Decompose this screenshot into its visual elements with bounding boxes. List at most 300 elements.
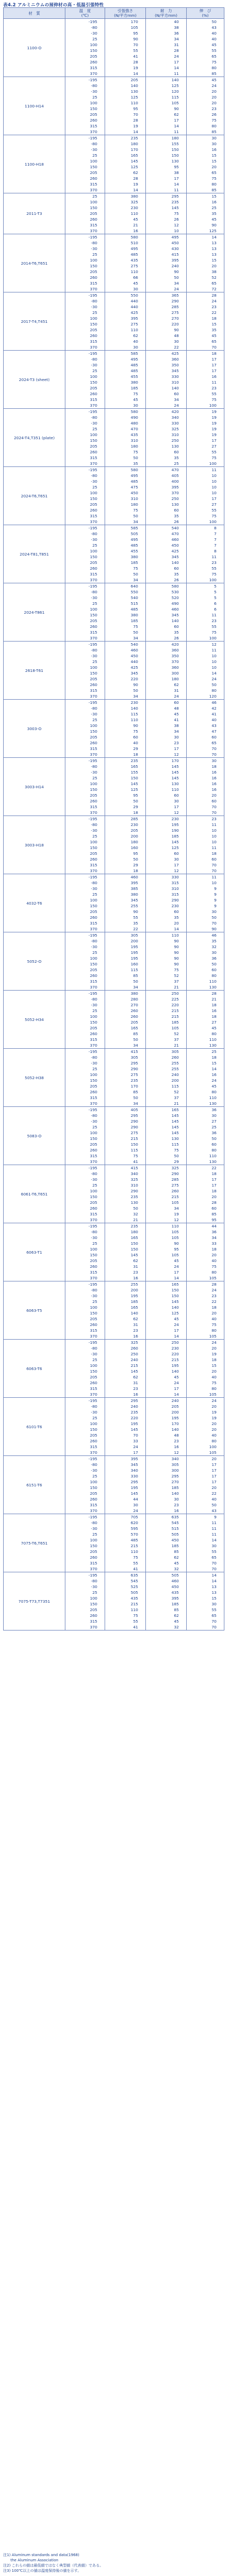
elongation-cell: 70 (187, 1560, 224, 1566)
yield-strength-cell: 90 (146, 1241, 187, 1246)
elongation-cell: 30 (187, 135, 224, 142)
tensile-strength-cell: 295 (105, 1060, 146, 1066)
tensile-strength-cell: 280 (105, 996, 146, 1002)
elongation-cell: 20 (187, 1345, 224, 1351)
elongation-cell: 27 (187, 1019, 224, 1025)
temperature-cell: -80 (65, 880, 105, 886)
elongation-cell: 100 (187, 461, 224, 467)
temperature-cell: 370 (65, 693, 105, 700)
temperature-cell: 315 (65, 629, 105, 635)
yield-strength-cell: 180 (146, 676, 187, 682)
yield-strength-cell: 60 (146, 700, 187, 706)
elongation-cell: 16 (187, 374, 224, 379)
tensile-strength-cell: 275 (105, 1130, 146, 1136)
temperature-cell: 25 (65, 1008, 105, 1014)
yield-strength-cell: 34 (146, 36, 187, 42)
temperature-cell: 205 (65, 1316, 105, 1322)
elongation-cell: 75 (187, 1322, 224, 1328)
tensile-strength-cell: 435 (105, 432, 146, 438)
elongation-cell: 9 (187, 903, 224, 909)
yield-strength-cell: 17 (146, 1328, 187, 1333)
yield-strength-cell: 295 (146, 193, 187, 200)
elongation-cell: 19 (187, 409, 224, 415)
elongation-cell: 18 (187, 1246, 224, 1252)
elongation-cell: 80 (187, 1089, 224, 1095)
yield-strength-cell: 95 (146, 1246, 187, 1252)
elongation-cell: 10 (187, 484, 224, 490)
temperature-cell: 100 (65, 548, 105, 554)
tensile-strength-cell: 50 (105, 1205, 146, 1211)
elongation-cell: 28 (187, 991, 224, 997)
yield-strength-cell: 185 (146, 1543, 187, 1549)
temperature-cell: 260 (65, 507, 105, 513)
tensile-strength-cell: 425 (105, 665, 146, 670)
elongation-cell: 14 (187, 1537, 224, 1543)
tensile-strength-cell: 75 (105, 391, 146, 397)
elongation-cell: 11 (187, 874, 224, 881)
footnote: 注2) これらの値は最低値ではなく典型値（代表値）である。 (3, 2563, 104, 2568)
temperature-cell: -195 (65, 1107, 105, 1113)
yield-strength-cell: 180 (146, 135, 187, 142)
elongation-cell: 45 (187, 216, 224, 222)
yield-strength-cell: 255 (146, 1066, 187, 1072)
yield-strength-cell: 130 (146, 1136, 187, 1142)
tensile-strength-cell: 260 (105, 1008, 146, 1014)
temperature-cell: 315 (65, 513, 105, 519)
temperature-cell: 370 (65, 344, 105, 351)
table-row (4, 1281, 224, 1288)
elongation-cell: 10 (187, 833, 224, 839)
header-row (4, 8, 224, 19)
tensile-strength-cell: 34 (105, 1101, 146, 1107)
yield-strength-cell: 16 (146, 1508, 187, 1514)
tensile-strength-cell: 75 (105, 729, 146, 734)
tensile-strength-cell: 185 (105, 560, 146, 566)
table-row (4, 758, 224, 764)
tensile-strength-cell: 285 (105, 816, 146, 822)
tensile-strength-cell: 475 (105, 484, 146, 490)
yield-strength-cell: 250 (146, 496, 187, 502)
temperature-cell: 150 (65, 1252, 105, 1258)
temperature-cell: 315 (65, 181, 105, 187)
tensile-strength-cell: 490 (105, 415, 146, 420)
temperature-cell: -195 (65, 1223, 105, 1230)
table-row (4, 1049, 224, 1055)
temperature-cell: 205 (65, 792, 105, 798)
elongation-cell: 11 (187, 379, 224, 385)
elongation-cell: 50 (187, 915, 224, 920)
tensile-strength-cell: 155 (105, 769, 146, 775)
tensile-strength-cell: 310 (105, 496, 146, 502)
temperature-cell: 150 (65, 1601, 105, 1607)
temperature-cell: -80 (65, 589, 105, 595)
elongation-cell: 15 (187, 321, 224, 327)
tensile-strength-cell: 85 (105, 973, 146, 979)
tensile-strength-cell: 21 (105, 1217, 146, 1223)
elongation-cell: 70 (187, 920, 224, 926)
elongation-cell: 20 (187, 1404, 224, 1409)
tensile-strength-cell: 130 (105, 1200, 146, 1205)
tensile-strength-cell: 195 (105, 944, 146, 950)
yield-strength-cell: 155 (146, 141, 187, 147)
yield-strength-cell: 30 (146, 1496, 187, 1502)
elongation-cell: 105 (187, 1275, 224, 1281)
temperature-cell: 25 (65, 1357, 105, 1363)
temperature-cell: 315 (65, 339, 105, 344)
temperature-cell: 260 (65, 1438, 105, 1444)
temperature-cell: 150 (65, 1136, 105, 1142)
elongation-cell: 80 (187, 1438, 224, 1444)
yield-strength-cell: 145 (146, 839, 187, 845)
elongation-cell: 50 (187, 1136, 224, 1142)
yield-strength-cell: 425 (146, 351, 187, 357)
yield-strength-cell: 11 (146, 71, 187, 77)
elongation-cell: 40 (187, 1496, 224, 1502)
temperature-cell: 150 (65, 1078, 105, 1083)
yield-strength-cell: 450 (146, 240, 187, 246)
elongation-cell: 28 (187, 1200, 224, 1205)
tensile-strength-cell: 32 (105, 1211, 146, 1217)
elongation-cell: 36 (187, 1107, 224, 1113)
temperature-cell: 260 (65, 1613, 105, 1618)
yield-strength-cell: 26 (146, 577, 187, 583)
yield-strength-cell: 405 (146, 473, 187, 479)
elongation-cell: 44 (187, 1223, 224, 1230)
yield-strength-cell: 90 (146, 950, 187, 955)
temperature-cell: 150 (65, 106, 105, 112)
elongation-cell: 70 (187, 868, 224, 874)
table-row (4, 1223, 224, 1230)
yield-strength-cell: 23 (146, 1502, 187, 1508)
temperature-cell: 150 (65, 845, 105, 851)
temperature-cell: 315 (65, 397, 105, 403)
elongation-cell: 55 (187, 507, 224, 513)
yield-strength-cell: 35 (146, 513, 187, 519)
tensile-strength-cell: 115 (105, 711, 146, 717)
yield-strength-cell: 115 (146, 94, 187, 100)
temperature-cell: 205 (65, 851, 105, 856)
elongation-cell: 45 (187, 77, 224, 83)
elongation-cell: 16 (187, 781, 224, 787)
yield-strength-cell: 17 (146, 1386, 187, 1392)
table-row (4, 1514, 224, 1520)
yield-strength-cell: 215 (146, 1014, 187, 1019)
yield-strength-cell: 24 (146, 403, 187, 409)
tensile-strength-cell: 30 (105, 1502, 146, 1508)
temperature-cell: -30 (65, 304, 105, 310)
header-yield-strength: 耐 力 (N/平方mm) (146, 8, 187, 19)
footnote: 注3) 100℃以上の値は温度保持後の値を示す。 (3, 2569, 82, 2573)
temperature-cell: 370 (65, 461, 105, 467)
temperature-cell: 25 (65, 1415, 105, 1421)
yield-strength-cell: 360 (146, 356, 187, 362)
elongation-cell: 70 (187, 1618, 224, 1624)
temperature-cell: -80 (65, 705, 105, 711)
tensile-strength-cell: 95 (105, 851, 146, 856)
temperature-cell: 315 (65, 571, 105, 577)
temperature-cell: 100 (65, 374, 105, 379)
temperature-cell: 25 (65, 368, 105, 374)
tensile-strength-cell: 585 (105, 525, 146, 531)
yield-strength-cell: 38 (146, 170, 187, 176)
yield-strength-cell: 60 (146, 909, 187, 915)
tensile-strength-cell: 200 (105, 833, 146, 839)
tensile-strength-cell: 485 (105, 542, 146, 548)
yield-strength-cell: 435 (146, 1590, 187, 1595)
temperature-cell: 100 (65, 1421, 105, 1427)
elongation-cell: 60 (187, 967, 224, 973)
elongation-cell: 100 (187, 635, 224, 642)
temperature-cell: 100 (65, 1595, 105, 1601)
tensile-strength-cell: 70 (105, 42, 146, 48)
yield-strength-cell: 345 (146, 612, 187, 618)
temperature-cell: 370 (65, 1392, 105, 1398)
yield-strength-cell: 235 (146, 199, 187, 205)
temperature-cell: 100 (65, 781, 105, 787)
tensile-strength-cell: 55 (105, 48, 146, 53)
tensile-strength-cell: 235 (105, 758, 146, 764)
temperature-cell: 205 (65, 967, 105, 973)
tensile-strength-cell: 525 (105, 1584, 146, 1590)
elongation-cell: 18 (187, 1188, 224, 1194)
table-row (4, 1340, 224, 1346)
yield-strength-cell: 415 (146, 252, 187, 257)
yield-strength-cell: 14 (146, 65, 187, 71)
elongation-cell: 16 (187, 1008, 224, 1014)
yield-strength-cell: 14 (146, 1333, 187, 1340)
tensile-strength-cell: 395 (105, 316, 146, 321)
tensile-strength-cell: 515 (105, 601, 146, 606)
yield-strength-cell: 12 (146, 1217, 187, 1223)
tensile-strength-cell: 90 (105, 682, 146, 688)
temperature-cell: 150 (65, 379, 105, 385)
yield-strength-cell: 45 (146, 1258, 187, 1264)
elongation-cell: 65 (187, 1613, 224, 1618)
elongation-cell: 6 (187, 601, 224, 606)
yield-strength-cell: 105 (146, 1252, 187, 1258)
temperature-cell: 370 (65, 1042, 105, 1049)
tensile-strength-cell: 205 (105, 828, 146, 833)
yield-strength-cell: 450 (146, 542, 187, 548)
elongation-cell: 21 (187, 996, 224, 1002)
yield-strength-cell: 635 (146, 1514, 187, 1520)
tensile-strength-cell: 580 (105, 409, 146, 415)
temperature-cell: 150 (65, 321, 105, 327)
yield-strength-cell: 23 (146, 1438, 187, 1444)
elongation-cell: 25 (187, 205, 224, 211)
temperature-cell: -80 (65, 764, 105, 769)
temperature-cell: 25 (65, 1182, 105, 1188)
elongation-cell: 130 (187, 984, 224, 991)
tensile-strength-cell: 62 (105, 1374, 146, 1380)
temperature-cell: 150 (65, 612, 105, 618)
elongation-cell: 80 (187, 123, 224, 129)
elongation-cell: 55 (187, 1549, 224, 1555)
elongation-cell: 130 (187, 1042, 224, 1049)
yield-strength-cell: 105 (146, 100, 187, 106)
tensile-strength-cell: 295 (105, 1113, 146, 1118)
yield-strength-cell: 48 (146, 705, 187, 711)
temperature-cell: -30 (65, 1526, 105, 1531)
tensile-strength-cell: 255 (105, 1281, 146, 1288)
tensile-strength-cell: 340 (105, 1468, 146, 1473)
tensile-strength-cell: 480 (105, 420, 146, 426)
tensile-strength-cell: 460 (105, 647, 146, 653)
yield-strength-cell: 145 (146, 764, 187, 769)
tensile-strength-cell: 145 (105, 1368, 146, 1374)
elongation-cell: 9 (187, 897, 224, 903)
elongation-cell: 80 (187, 1031, 224, 1037)
yield-strength-cell: 145 (146, 1299, 187, 1305)
elongation-cell: 20 (187, 94, 224, 100)
elongation-cell: 30 (187, 1543, 224, 1549)
temperature-cell: 150 (65, 205, 105, 211)
temperature-cell: 260 (65, 176, 105, 181)
tensile-strength-cell: 235 (105, 1078, 146, 1083)
tensile-strength-cell: 295 (105, 1479, 146, 1485)
temperature-cell: -30 (65, 537, 105, 542)
temperature-cell: -30 (65, 1293, 105, 1299)
elongation-cell: 75 (187, 1264, 224, 1269)
yield-strength-cell: 300 (146, 670, 187, 676)
tensile-strength-cell: 125 (105, 164, 146, 170)
temperature-cell: -30 (65, 1351, 105, 1357)
elongation-cell: 45 (187, 1083, 224, 1089)
yield-strength-cell: 24 (146, 1264, 187, 1269)
tensile-strength-cell: 485 (105, 479, 146, 484)
elongation-cell: 18 (187, 1357, 224, 1363)
elongation-cell: 75 (187, 176, 224, 181)
elongation-cell: 60 (187, 734, 224, 740)
temperature-cell: 25 (65, 717, 105, 723)
table-row (4, 525, 224, 531)
temperature-cell: 315 (65, 1618, 105, 1624)
elongation-cell: 105 (187, 1450, 224, 1456)
tensile-strength-cell: 50 (105, 513, 146, 519)
temperature-cell: 25 (65, 833, 105, 839)
yield-strength-cell: 19 (146, 1211, 187, 1217)
elongation-cell: 50 (187, 1502, 224, 1508)
tensile-strength-cell: 540 (105, 642, 146, 648)
temperature-cell: 25 (65, 1531, 105, 1537)
tensile-strength-cell: 19 (105, 181, 146, 187)
elongation-cell: 110 (187, 1095, 224, 1101)
elongation-cell: 110 (187, 1153, 224, 1159)
tensile-strength-cell: 290 (105, 1188, 146, 1194)
elongation-cell: 20 (187, 1194, 224, 1200)
elongation-cell: 19 (187, 420, 224, 426)
yield-strength-cell: 60 (146, 566, 187, 571)
table-row (4, 135, 224, 142)
tensile-strength-cell: 45 (105, 216, 146, 222)
elongation-cell: 65 (187, 740, 224, 746)
temperature-cell: -80 (65, 473, 105, 479)
material-cell: 6101-T6 (4, 1398, 65, 1456)
yield-strength-cell: 24 (146, 1380, 187, 1386)
temperature-cell: -30 (65, 1235, 105, 1241)
elongation-cell: 75 (187, 1380, 224, 1386)
material-cell: 3003-H18 (4, 816, 65, 874)
tensile-strength-cell: 180 (105, 443, 146, 449)
tensile-strength-cell: 62 (105, 333, 146, 339)
tensile-strength-cell: 22 (105, 926, 146, 932)
tensile-strength-cell: 345 (105, 1462, 146, 1468)
elongation-cell: 32 (187, 944, 224, 950)
tensile-strength-cell: 30 (105, 403, 146, 409)
yield-strength-cell: 17 (146, 746, 187, 752)
temperature-cell: 150 (65, 1543, 105, 1549)
tensile-strength-cell: 105 (105, 25, 146, 30)
yield-strength-cell: 220 (146, 1351, 187, 1357)
yield-strength-cell: 12 (146, 868, 187, 874)
temperature-cell: -80 (65, 25, 105, 30)
tensile-strength-cell: 235 (105, 1409, 146, 1415)
yield-strength-cell: 260 (146, 1055, 187, 1060)
temperature-cell: 25 (65, 1241, 105, 1246)
yield-strength-cell: 495 (146, 234, 187, 241)
elongation-cell: 10 (187, 665, 224, 670)
tensile-strength-cell: 34 (105, 693, 146, 700)
tensile-strength-cell: 23 (105, 1386, 146, 1392)
temperature-cell: 370 (65, 1566, 105, 1572)
temperature-cell: -30 (65, 1177, 105, 1182)
tensile-strength-cell: 50 (105, 1037, 146, 1042)
tensile-strength-cell: 41 (105, 1159, 146, 1165)
tensile-strength-cell: 28 (105, 176, 146, 181)
temperature-cell: 100 (65, 100, 105, 106)
temperature-cell: -195 (65, 642, 105, 648)
elongation-cell: 38 (187, 269, 224, 275)
tensile-strength-cell: 66 (105, 275, 146, 280)
yield-strength-cell: 315 (146, 892, 187, 897)
yield-strength-cell: 345 (146, 554, 187, 560)
temperature-cell: -30 (65, 246, 105, 252)
temperature-cell: 150 (65, 961, 105, 967)
temperature-cell: 260 (65, 682, 105, 688)
temperature-cell: -195 (65, 700, 105, 706)
yield-strength-cell: 330 (146, 374, 187, 379)
header-elongation: 伸 び (%) (187, 8, 224, 19)
tensile-strength-cell: 165 (105, 1235, 146, 1241)
tensile-strength-cell: 455 (105, 374, 146, 379)
yield-strength-cell: 225 (146, 996, 187, 1002)
elongation-cell: 100 (187, 577, 224, 583)
material-cell: 5052-O (4, 932, 65, 991)
temperature-cell: 370 (65, 635, 105, 642)
temperature-cell: 205 (65, 1258, 105, 1264)
yield-strength-cell: 50 (146, 275, 187, 280)
temperature-cell: 205 (65, 1432, 105, 1438)
yield-strength-cell: 90 (146, 327, 187, 333)
temperature-cell: -195 (65, 1165, 105, 1171)
yield-strength-cell: 190 (146, 828, 187, 833)
material-cell: 6063-T1 (4, 1223, 65, 1281)
tensile-strength-cell: 295 (105, 1398, 146, 1404)
yield-strength-cell: 37 (146, 979, 187, 984)
material-cell: 6151-T6 (4, 1456, 65, 1514)
temperature-cell: -195 (65, 1398, 105, 1404)
tensile-properties-table (3, 7, 224, 1631)
elongation-cell: 70 (187, 810, 224, 816)
elongation-cell: 15 (187, 153, 224, 158)
tensile-strength-cell: 195 (105, 1421, 146, 1427)
tensile-strength-cell: 29 (105, 804, 146, 810)
table-row (4, 1572, 224, 1579)
temperature-cell: 260 (65, 624, 105, 629)
yield-strength-cell: 185 (146, 1485, 187, 1491)
elongation-cell: 70 (187, 862, 224, 868)
material-cell: 2024-T4,T351 (plate) (4, 409, 65, 467)
